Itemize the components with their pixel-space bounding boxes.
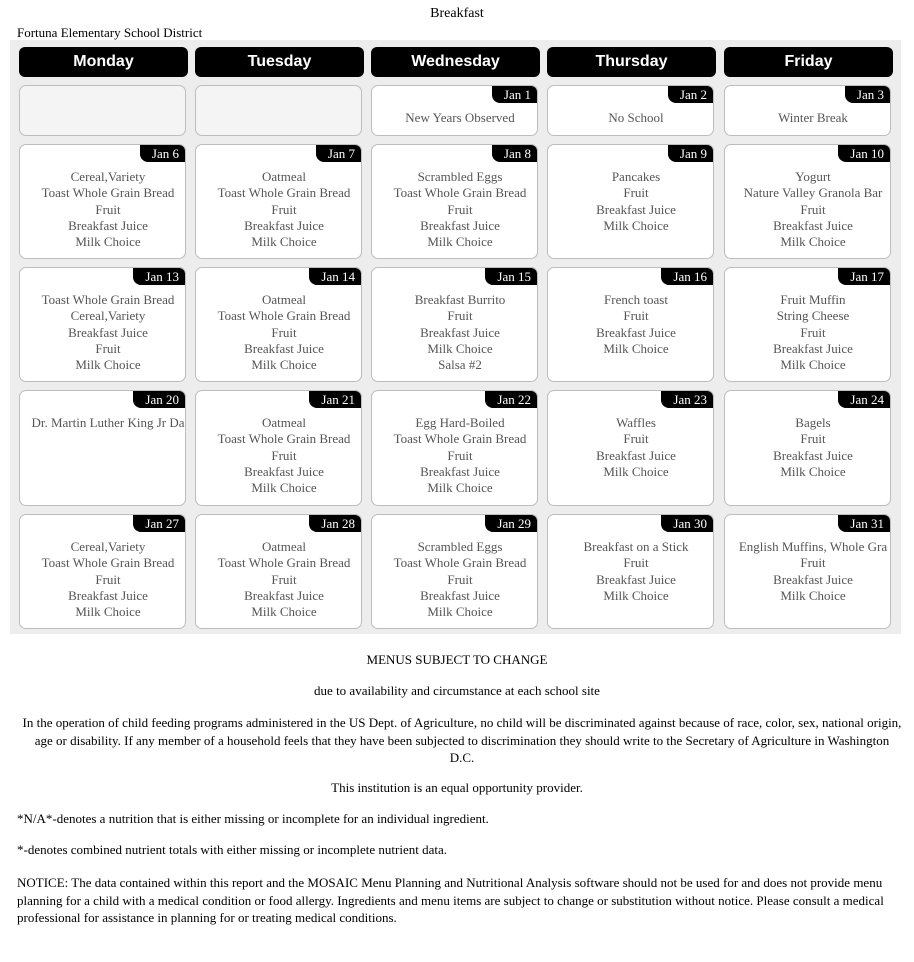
menu-item: Milk Choice [603,340,669,356]
day-cell-thursday [547,85,714,136]
day-header-tuesday: Tuesday [195,47,364,77]
menu-item: Fruit [623,555,649,571]
menu-item: Breakfast on a Stick [583,539,689,554]
menu-item: Fruit Muffin [780,292,846,307]
menu-item: Breakfast Juice [68,324,148,340]
menu-item: Breakfast Juice [244,340,324,356]
notice-subject-to-change: MENUS SUBJECT TO CHANGE [366,652,548,667]
date-badge: Jan 13 [133,268,185,285]
menu-item: Toast Whole Grain Bread [217,308,351,324]
menu-item: Fruit [447,308,473,324]
menu-item: Fruit [271,571,297,587]
menu-item: Fruit [623,308,649,324]
menu-item: Milk Choice [75,604,141,620]
menu-item-list [196,292,362,373]
date-badge: Jan 17 [838,268,890,285]
day-cell-wednesday [371,85,538,136]
date-badge: Jan 23 [661,391,713,408]
date-badge: Jan 20 [133,391,185,408]
menu-item: Nature Valley Granola Bar [743,185,883,201]
day-cell-friday [724,390,891,506]
menu-item: Bagels [795,415,831,430]
menu-item: Breakfast Juice [773,447,853,463]
day-cell-monday [19,85,186,136]
menu-item: Dr. Martin Luther King Jr Da [31,415,185,430]
menu-item: Fruit [800,431,826,447]
day-cell-friday [724,85,891,136]
day-cell-friday [724,144,891,259]
day-cell-tuesday [195,85,362,136]
date-badge: Jan 16 [661,268,713,285]
menu-item: Breakfast Juice [244,587,324,603]
menu-item-list [548,539,714,604]
menu-item: Oatmeal [261,169,307,184]
menu-item: Cereal,Variety [70,308,146,324]
menu-item-list [372,110,538,126]
menu-item: Fruit [271,201,297,217]
menu-item: French toast [604,292,668,307]
menu-item-list [20,169,186,250]
menu-item: Milk Choice [75,357,141,373]
menu-item: Oatmeal [261,539,307,554]
day-cell-monday [19,267,186,382]
date-badge: Jan 1 [492,86,537,103]
menu-item: Salsa #2 [438,357,482,373]
day-header-monday: Monday [19,47,188,77]
menu-item: Fruit [623,431,649,447]
menu-item: Toast Whole Grain Bread [41,292,175,307]
equal-opportunity-statement: This institution is an equal opportunity provider. [331,780,583,795]
menu-item: Breakfast Juice [68,217,148,233]
menu-item: Breakfast Juice [244,463,324,479]
menu-item-list [372,292,538,373]
menu-item: Toast Whole Grain Bread [217,185,351,201]
menu-item: Toast Whole Grain Bread [41,185,175,201]
menu-item: Pancakes [611,169,661,184]
menu-item: No School [608,110,664,125]
menu-item: Waffles [616,415,656,430]
menu-item-list [548,292,714,357]
day-header-friday: Friday [724,47,893,77]
menu-item: Scrambled Eggs [417,539,503,554]
menu-item: Breakfast Juice [596,447,676,463]
menu-item: Breakfast Juice [596,324,676,340]
menu-item: Milk Choice [603,217,669,233]
menu-item-list [196,169,362,250]
menu-item: Toast Whole Grain Bread [41,555,175,571]
menu-item: Milk Choice [75,234,141,250]
menu-item: Milk Choice [251,234,317,250]
day-cell-tuesday [195,514,362,629]
menu-item: Toast Whole Grain Bread [217,431,351,447]
day-cell-tuesday [195,144,362,259]
menu-item: Breakfast Juice [420,324,500,340]
menu-item: Milk Choice [251,604,317,620]
date-badge: Jan 24 [838,391,890,408]
day-cell-tuesday [195,390,362,506]
menu-item-list [20,415,186,431]
date-badge: Jan 2 [668,86,713,103]
menu-item: Breakfast Juice [420,217,500,233]
menu-item: Milk Choice [780,463,846,479]
menu-item: Toast Whole Grain Bread [393,431,527,447]
page-title: Breakfast [430,6,484,21]
menu-item: New Years Observed [405,110,515,125]
menu-item: Milk Choice [251,357,317,373]
menu-item-list [725,169,891,250]
date-badge: Jan 15 [485,268,537,285]
menu-item: Fruit [95,201,121,217]
menu-item: Milk Choice [780,357,846,373]
day-cell-friday [724,267,891,382]
day-cell-wednesday [371,514,538,629]
menu-item: Toast Whole Grain Bread [393,555,527,571]
day-cell-friday [724,514,891,629]
menu-item: Toast Whole Grain Bread [217,555,351,571]
date-badge: Jan 7 [316,145,361,162]
date-badge: Jan 22 [485,391,537,408]
menu-item: Milk Choice [780,234,846,250]
day-cell-tuesday [195,267,362,382]
menu-item-list [372,169,538,250]
menu-item-list [372,415,538,496]
day-cell-monday [19,144,186,259]
menu-item: Egg Hard-Boiled [415,415,505,430]
menu-item: Breakfast Juice [773,217,853,233]
menu-item: Breakfast Juice [596,571,676,587]
menu-item: Fruit [447,447,473,463]
menu-item: String Cheese [776,308,850,324]
day-cell-monday [19,390,186,506]
date-badge: Jan 30 [661,515,713,532]
date-badge: Jan 21 [309,391,361,408]
menu-item-list [725,110,891,126]
menu-item: Breakfast Juice [420,587,500,603]
menu-item: Fruit [95,340,121,356]
day-cell-wednesday [371,144,538,259]
date-badge: Jan 28 [309,515,361,532]
menu-item: Milk Choice [603,587,669,603]
menu-item: Toast Whole Grain Bread [393,185,527,201]
menu-item: Breakfast Juice [420,463,500,479]
date-badge: Jan 29 [485,515,537,532]
menu-item: Milk Choice [427,604,493,620]
menu-item: Milk Choice [427,234,493,250]
menu-item-list [20,539,186,620]
menu-item: Winter Break [778,110,848,125]
menu-item: English Muffins, Whole Gra [738,539,888,554]
menu-item: Breakfast Juice [68,587,148,603]
menu-calendar [10,40,901,634]
day-header-wednesday: Wednesday [371,47,540,77]
menu-item: Milk Choice [427,480,493,496]
day-cell-wednesday [371,390,538,506]
menu-item: Milk Choice [603,463,669,479]
menu-item-list [548,110,714,126]
menu-item: Fruit [447,201,473,217]
date-badge: Jan 31 [838,515,890,532]
menu-item: Milk Choice [427,340,493,356]
day-cell-thursday [547,390,714,506]
menu-item-list [725,415,891,480]
date-badge: Jan 10 [838,145,890,162]
menu-item-list [196,539,362,620]
menu-item: Breakfast Juice [773,340,853,356]
menu-item: Breakfast Juice [773,571,853,587]
menu-item-list [725,539,891,604]
district-name: Fortuna Elementary School District [17,25,203,40]
menu-item: Fruit [800,555,826,571]
date-badge: Jan 14 [309,268,361,285]
menu-item: Milk Choice [251,480,317,496]
day-cell-monday [19,514,186,629]
date-badge: Jan 3 [845,86,890,103]
medical-notice: NOTICE: The data contained within this report and the MOSAIC Menu Planning and Nutritional Analysis software should not be used for and does not provide menu planning for a child with a medical condition or food allergy. Ingredients and menu items are subject to change or substitution without notice. Please consult a medical professional for assistance in planning for or treating medical conditions. [17,875,884,925]
star-footnote: *-denotes combined nutrient totals with either missing or incomplete nutrient data. [17,842,447,857]
menu-item-list [725,292,891,373]
menu-item: Scrambled Eggs [417,169,503,184]
date-badge: Jan 9 [668,145,713,162]
date-badge: Jan 6 [140,145,185,162]
menu-item: Fruit [447,571,473,587]
menu-item: Fruit [800,324,826,340]
menu-item: Fruit [800,201,826,217]
menu-item: Breakfast Juice [244,217,324,233]
date-badge: Jan 8 [492,145,537,162]
menu-item: Breakfast Burrito [414,292,506,307]
date-badge: Jan 27 [133,515,185,532]
notice-availability: due to availability and circumstance at each school site [314,683,600,698]
menu-item: Fruit [95,571,121,587]
menu-item: Yogurt [795,169,831,184]
day-cell-thursday [547,267,714,382]
menu-item: Fruit [271,447,297,463]
na-footnote: *N/A*-denotes a nutrition that is either missing or incomplete for an individual ingredient. [17,811,489,826]
menu-item: Breakfast Juice [596,201,676,217]
menu-item: Oatmeal [261,415,307,430]
menu-item-list [196,415,362,496]
menu-item: Milk Choice [780,587,846,603]
day-cell-thursday [547,144,714,259]
menu-item: Fruit [271,324,297,340]
menu-item: Fruit [623,185,649,201]
menu-item-list [20,292,186,373]
usda-statement: In the operation of child feeding programs administered in the US Dept. of Agriculture, no child will be discriminated against because of race, color, sex, national origin, age or disability. If any member of a household feels that they have been subjected to discrimination they should write to the Secretary of Agriculture in Washington D.C. [22,715,902,765]
day-cell-wednesday [371,267,538,382]
menu-item: Oatmeal [261,292,307,307]
day-cell-thursday [547,514,714,629]
menu-item-list [372,539,538,620]
day-header-thursday: Thursday [547,47,716,77]
menu-item: Cereal,Variety [70,169,146,184]
menu-item-list [548,169,714,234]
menu-item-list [548,415,714,480]
menu-item: Cereal,Variety [70,539,146,554]
